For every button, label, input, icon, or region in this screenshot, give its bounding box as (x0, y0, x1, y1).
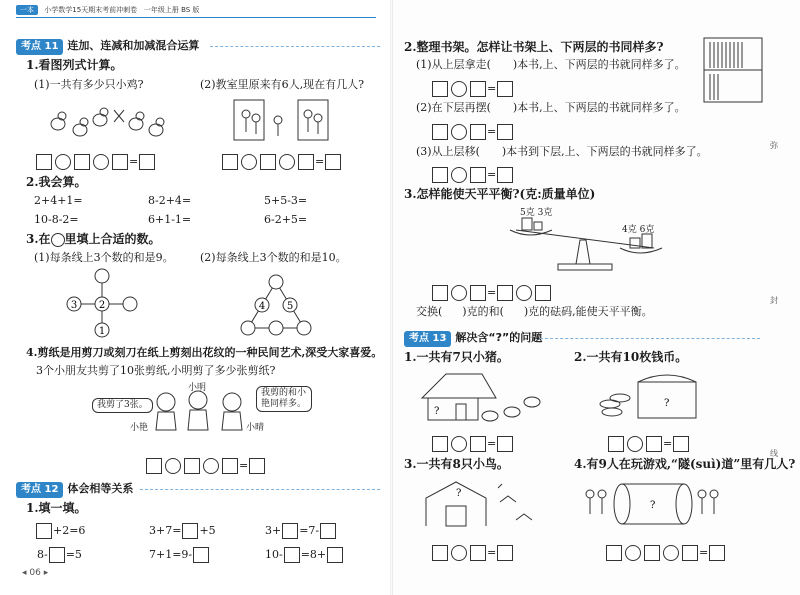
answer-box[interactable] (222, 154, 238, 170)
number-circle[interactable] (269, 275, 283, 289)
answer-box[interactable] (139, 154, 155, 170)
answer-box[interactable] (606, 545, 622, 561)
seal-char: 弥 (770, 141, 778, 150)
section-11-heading (16, 38, 199, 54)
answer-box[interactable] (497, 436, 513, 452)
number-circle[interactable] (269, 321, 283, 335)
answer-box[interactable] (470, 545, 486, 561)
seal-char: 线 (770, 449, 778, 458)
s13-q3: 3.一共有8只小鸟。 (404, 457, 509, 471)
circle-symbol (51, 233, 65, 247)
answer-box[interactable] (325, 154, 341, 170)
answer-box[interactable] (709, 545, 725, 561)
triangle-number-diagram (238, 272, 314, 338)
answer-box[interactable] (608, 436, 624, 452)
operator-circle[interactable] (451, 545, 467, 561)
answer-box[interactable] (470, 124, 486, 140)
r-q2-title: 2.整理书架。怎样让书架上、下两层的书同样多? (404, 40, 664, 54)
fill-text: =5 (65, 548, 82, 561)
fill-row-1 (36, 520, 86, 539)
s13-q1: 1.一共有7只小猪。 (404, 350, 509, 364)
balance-scale-illustration (506, 214, 666, 274)
q3b-text: (2)每条线上3个数的和是10。 (200, 251, 347, 264)
answer-box[interactable] (432, 285, 448, 301)
section-12-heading (16, 481, 133, 497)
birds-house-illustration (416, 476, 546, 532)
section-11-title: 连加、连减和加减混合运算 (67, 39, 200, 52)
r-q2c-pre: (3)从上层移( (416, 145, 480, 158)
speech-bubble-left: 我剪了3张。 (92, 398, 153, 413)
answer-box[interactable] (673, 436, 689, 452)
section-12-title: 体会相等关系 (67, 482, 134, 495)
q2-title: 2.我会算。 (26, 175, 87, 189)
speech-bubble-right: 我剪的和小艳同样多。 (256, 386, 312, 412)
r-q3-answer-sentence (416, 305, 653, 319)
operator-circle[interactable] (451, 167, 467, 183)
q4-answer-slots: = (146, 455, 265, 474)
classroom-illustration (232, 96, 332, 144)
fill-text: +2=6 (53, 524, 86, 537)
answer-box[interactable] (646, 436, 662, 452)
number-circle[interactable] (241, 321, 255, 335)
answer-box[interactable] (184, 458, 200, 474)
answer-box[interactable] (49, 547, 65, 563)
number-circle[interactable] (95, 269, 109, 283)
answer-box[interactable] (193, 547, 209, 563)
answer-box[interactable] (327, 547, 343, 563)
operator-circle[interactable] (241, 154, 257, 170)
fill-text: =8+ (300, 548, 327, 561)
s13-q4: 4.有9人在玩游戏,“隧(suì)道”里有几人? (574, 457, 796, 471)
children-illustration (150, 388, 250, 432)
operator-circle[interactable] (627, 436, 643, 452)
operator-circle[interactable] (165, 458, 181, 474)
number-circle[interactable] (297, 321, 311, 335)
answer-box[interactable] (112, 154, 128, 170)
qmark: ? (456, 488, 462, 499)
section-12-badge: 考点 12 (16, 482, 63, 498)
ans-pre: 交换( (416, 305, 443, 318)
answer-box[interactable] (282, 523, 298, 539)
seal-char: 封 (770, 296, 778, 305)
q1-title: 1.看图列式计算。 (26, 58, 123, 72)
answer-box[interactable] (432, 81, 448, 97)
q1b-answer-slots: = (222, 151, 341, 170)
s12-q1-title: 1.填一填。 (26, 501, 87, 515)
answer-box[interactable] (320, 523, 336, 539)
tri-num: 4 (258, 301, 266, 312)
section-11-badge: 考点 11 (16, 39, 63, 55)
r-q3-slots: = (432, 282, 551, 301)
fill-text: 3+ (265, 524, 282, 537)
answer-box[interactable] (36, 154, 52, 170)
operator-circle[interactable] (93, 154, 109, 170)
fill-row-1b (148, 520, 217, 539)
fill-row-1c (264, 520, 336, 539)
star-num: 1 (98, 326, 106, 337)
r-q2b-slots: = (432, 121, 513, 140)
answer-box[interactable] (535, 285, 551, 301)
name-xiaoqing: 小晴 (246, 423, 265, 433)
fill-text: 8- (37, 548, 48, 561)
qmark: ? (434, 406, 440, 417)
answer-box[interactable] (497, 545, 513, 561)
q3-title-post: 里填上合适的数。 (64, 232, 161, 246)
section-13-rule (540, 338, 760, 339)
chicks-illustration (48, 102, 168, 142)
q3-title-pre: 3.在 (26, 232, 51, 246)
calc-item: 8-2+4= (148, 194, 192, 207)
answer-box[interactable] (470, 436, 486, 452)
r-q2b-pre: (2)在下层再摆( (416, 101, 491, 114)
header-edition: 一年级上册 BS 版 (143, 6, 200, 14)
section-11-rule (210, 46, 380, 47)
number-circle[interactable] (123, 297, 137, 311)
answer-box[interactable] (432, 545, 448, 561)
answer-box[interactable] (470, 285, 486, 301)
answer-box[interactable] (146, 458, 162, 474)
s13-q1-slots: = (432, 433, 513, 452)
operator-circle[interactable] (625, 545, 641, 561)
calc-item: 6-2+5= (264, 213, 308, 226)
star-num: 3 (70, 300, 78, 311)
s13-q3-slots: = (432, 542, 513, 561)
tunnel-illustration (580, 478, 720, 530)
star-num: 2 (98, 300, 106, 311)
header-tag: 一本 (16, 5, 38, 15)
r-q2c-post: )本书到下层,上、下两层的书就同样多了。 (501, 145, 708, 158)
answer-box[interactable] (497, 167, 513, 183)
s13-q4-slots: = (606, 542, 725, 561)
answer-box[interactable] (682, 545, 698, 561)
answer-box[interactable] (74, 154, 90, 170)
operator-circle[interactable] (279, 154, 295, 170)
treasure-chest-illustration (590, 368, 700, 424)
answer-box[interactable] (497, 285, 513, 301)
name-xiaoyan: 小艳 (130, 423, 149, 433)
r-q2c (416, 145, 708, 159)
calc-item: 5+5-3= (264, 194, 308, 207)
q1b-text: (2)教室里原来有6人,现在有几人? (200, 78, 364, 91)
right-weights-label: 4克 6克 (622, 225, 655, 235)
section-13-heading (404, 330, 542, 346)
answer-box[interactable] (298, 154, 314, 170)
bookshelf-illustration (702, 36, 764, 104)
section-12-rule (140, 489, 380, 490)
answer-box[interactable] (222, 458, 238, 474)
r-q3-title: 3.怎样能使天平平衡?(克:质量单位) (404, 187, 596, 201)
section-13-title: 解决含“?”的问题 (455, 331, 543, 344)
r-q2a-slots: = (432, 78, 513, 97)
q4-line2: 3个小朋友共剪了10张剪纸,小明剪了多少张剪纸? (36, 364, 276, 377)
page-number: ◂ 06 ▸ (22, 568, 49, 578)
r-q2a-post: )本书,上、下两层的书就同样多了。 (512, 58, 686, 71)
operator-circle[interactable] (451, 436, 467, 452)
s13-q2: 2.一共有10枚钱币。 (574, 350, 688, 364)
fill-row-2b (148, 544, 209, 563)
r-q2b-post: )本书,上、下两层的书就同样多了。 (512, 101, 686, 114)
qmark: ? (650, 500, 656, 511)
ans-mid: )克的和( (462, 305, 504, 318)
section-13-badge: 考点 13 (404, 331, 451, 347)
operator-circle[interactable] (516, 285, 532, 301)
q1a-answer-slots: = (36, 151, 155, 170)
q1a-text: (1)一共有多少只小鸡? (34, 78, 144, 91)
page-number-text: 06 (29, 568, 41, 578)
calc-item: 6+1-1= (148, 213, 192, 226)
answer-box[interactable] (470, 167, 486, 183)
q3a-text: (1)每条线上3个数的和是9。 (34, 251, 174, 264)
answer-box[interactable] (470, 81, 486, 97)
name-xiaoming: 小明 (188, 383, 207, 393)
calc-item: 2+4+1= (34, 194, 83, 207)
answer-box[interactable] (36, 523, 52, 539)
tri-num: 5 (286, 301, 294, 312)
answer-box[interactable] (497, 81, 513, 97)
r-q2a-pre: (1)从上层拿走( (416, 58, 491, 71)
fill-text: 3+7= (149, 524, 182, 537)
ans-post: )克的砝码,能使天平平衡。 (523, 305, 653, 318)
operator-circle[interactable] (451, 81, 467, 97)
r-q2a (416, 58, 686, 72)
fill-text: =7- (299, 524, 320, 537)
calc-item: 10-8-2= (34, 213, 79, 226)
answer-box[interactable] (260, 154, 276, 170)
fill-row-2c (264, 544, 343, 563)
header-rule (16, 17, 376, 18)
operator-circle[interactable] (451, 124, 467, 140)
answer-box[interactable] (644, 545, 660, 561)
qmark: ? (664, 398, 670, 409)
fill-text: +5 (199, 524, 216, 537)
answer-box[interactable] (432, 124, 448, 140)
r-q2b (416, 101, 686, 115)
operator-circle[interactable] (203, 458, 219, 474)
answer-box[interactable] (432, 167, 448, 183)
cross-number-diagram (62, 266, 142, 340)
operator-circle[interactable] (55, 154, 71, 170)
running-header (16, 5, 199, 15)
answer-box[interactable] (249, 458, 265, 474)
operator-circle[interactable] (663, 545, 679, 561)
answer-box[interactable] (497, 124, 513, 140)
answer-box[interactable] (182, 523, 198, 539)
q4-line1: 4.剪纸是用剪刀或刻刀在纸上剪刻出花纹的一种民间艺术,深受大家喜爱。 (26, 346, 383, 359)
r-q2c-slots: = (432, 164, 513, 183)
fill-text: 7+1=9- (149, 548, 193, 561)
book-spine (390, 0, 393, 595)
answer-box[interactable] (284, 547, 300, 563)
pigs-house-illustration (416, 368, 546, 424)
s13-q2-slots: = (608, 433, 689, 452)
operator-circle[interactable] (451, 285, 467, 301)
left-weights-label: 5克 3克 (520, 208, 553, 218)
fill-text: 10- (265, 548, 283, 561)
answer-box[interactable] (432, 436, 448, 452)
header-title: 小学数学15天期末考前冲刺卷 (44, 6, 138, 14)
q3-title (26, 232, 161, 247)
fill-row-2 (36, 544, 83, 563)
